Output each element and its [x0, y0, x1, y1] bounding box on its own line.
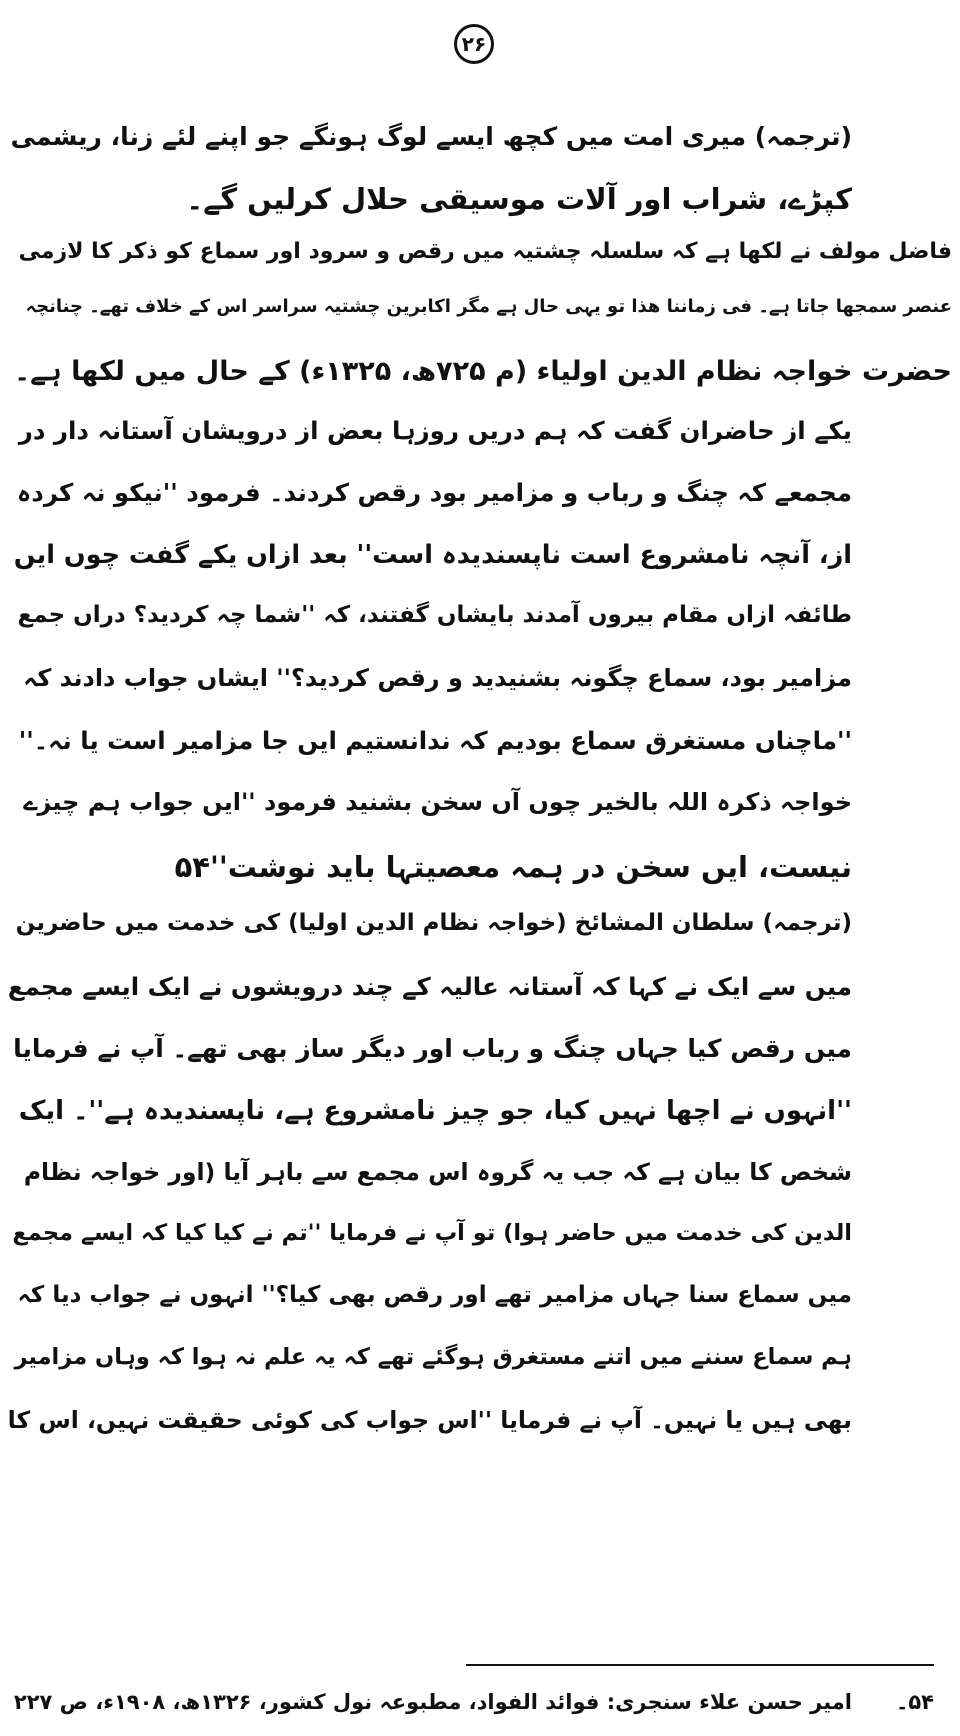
text-line: کپڑے، شراب اور آلات موسیقی حلال کرلیں گے۔: [186, 182, 852, 216]
text-line: بھی ہیں یا نہیں۔ آپ نے فرمایا ''اس جواب کی کوئی حقیقت نہیں، اس کا: [7, 1406, 852, 1434]
text-line: میں سماع سنا جہاں مزامیر تھے اور رقص بھی کیا؟'' انہوں نے جواب دیا کہ: [17, 1282, 852, 1308]
text-line: ''ماچناں مستغرق سماع بودیم کہ ندانستیم ایں جا مزامیر است یا نہ۔'': [18, 726, 852, 755]
text-line: (ترجمہ) سلطان المشائخ (خواجہ نظام الدین اولیا) کی خدمت میں حاضرین: [15, 910, 852, 936]
text-line: حضرت خواجہ نظام الدین اولیاء (م ۷۲۵ھ، ۱۳۲۵ء) کے حال میں لکھا ہے۔: [14, 356, 952, 387]
text-line: میں رقص کیا جہاں چنگ و رباب اور دیگر ساز بھی تھے۔ آپ نے فرمایا: [13, 1034, 852, 1063]
text-line: الدین کی خدمت میں حاضر ہوا) تو آپ نے فرمایا ''تم نے کیا کیا کہ ایسے مجمع: [12, 1220, 852, 1246]
footnote-divider: [466, 1664, 934, 1666]
text-line: مزامیر بود، سماع چگونہ بشنیدید و رقص کردید؟'' ایشاں جواب دادند کہ: [23, 664, 852, 692]
text-line: (ترجمہ) میری امت میں کچھ ایسے لوگ ہونگے جو اپنے لئے زنا، ریشمی: [10, 122, 852, 151]
text-line: ''انہوں نے اچھا نہیں کیا، جو چیز نامشروع ہے، ناپسندیدہ ہے''۔ ایک: [18, 1096, 852, 1126]
text-line: مجمعے کہ چنگ و رباب و مزامیر بود رقص کردند۔ فرمود ''نیکو نہ کردہ: [16, 478, 852, 507]
page-number: ۲۶: [454, 24, 494, 64]
text-line: فاضل مولف نے لکھا ہے کہ سلسلہ چشتیہ میں رقص و سرود اور سماع کو ذکر کا لازمی: [18, 239, 952, 264]
text-line: نیست، ایں سخن در ہمہ معصیتہا باید نوشت''۵۴: [174, 850, 852, 884]
text-line: عنصر سمجھا جاتا ہے۔ فی زماننا ھذا تو یہی حال ہے مگر اکابرین چشتیہ سراسر اس کے خلاف تھے۔ چنانچہ: [25, 296, 952, 317]
text-line: ہم سماع سننے میں اتنے مستغرق ہوگئے تھے کہ یہ علم نہ ہوا کہ وہاں مزامیر: [14, 1344, 852, 1370]
text-line: از، آنچہ نامشروع است ناپسندیدہ است'' بعد ازاں یکے گفت چوں ایں: [13, 540, 852, 570]
text-line: خواجہ ذکرہ اللہ بالخیر چوں آں سخن بشنید فرمود ''ایں جواب ہم چیزے: [23, 788, 852, 816]
footnote-marker: ۵۴۔: [896, 1690, 934, 1714]
text-line: یکے از حاضران گفت کہ ہم دریں روزہا بعض از درویشان آستانہ دار در: [18, 416, 852, 445]
text-line: میں سے ایک نے کہا کہ آستانہ عالیہ کے چند درویشوں نے ایک ایسے مجمع: [7, 972, 852, 1001]
text-line: شخص کا بیان ہے کہ جب یہ گروہ اس مجمع سے باہر آیا (اور خواجہ نظام: [23, 1158, 852, 1186]
footnote-text: امیر حسن علاء سنجری: فوائد الفواد، مطبوعہ نول کشور، ۱۳۲۶ھ، ۱۹۰۸ء، ص ۲۲۷: [13, 1690, 852, 1714]
text-line: طائفہ ازاں مقام بیروں آمدند بایشاں گفتند، کہ ''شما چہ کردید؟ دراں جمع: [17, 602, 852, 628]
